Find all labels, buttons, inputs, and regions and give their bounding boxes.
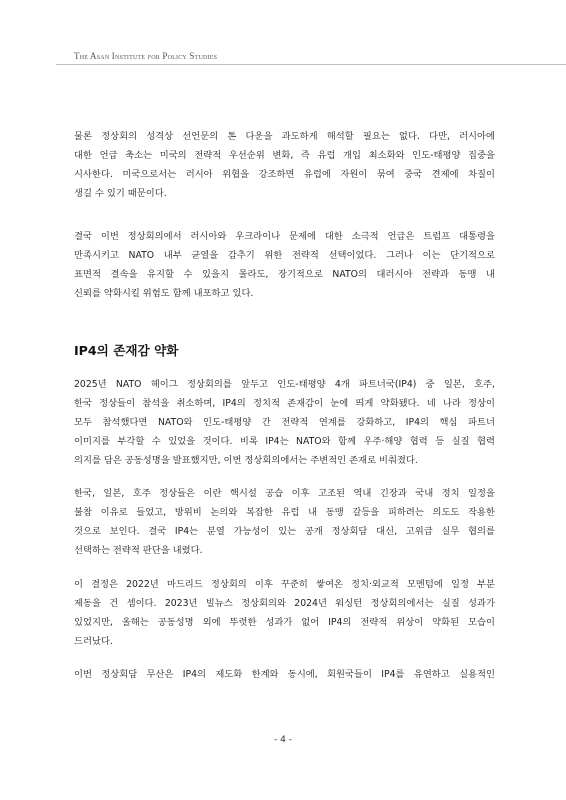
text-line: 결국 이번 정상회의에서 러시아와 우크라이나 문제에 대한 소극적 언급은 트럼프 대통령을: [74, 231, 495, 242]
text-line: 표면적 결속을 유지할 수 있을지 몰라도, 장기적으로 NATO의 대러시아 전략과 동맹 내: [74, 268, 495, 280]
text-line: 신뢰를 약화시킬 위험도 함께 내포하고 있다.: [74, 287, 254, 299]
text-line: 물론 정상회의 성격상 선언문의 톤 다운을 과도하게 해석할 필요는 없다. 다만, 러시아에: [74, 131, 495, 142]
text-line: 선택하는 전략적 판단을 내렸다.: [74, 544, 203, 556]
text-line: 드러났다.: [74, 635, 113, 647]
section-paragraph-2: [74, 485, 495, 561]
text-line: 대한 언급 축소는 미국의 전략적 우선순위 변화, 즉 유럽 개입 최소화와 인도-태평양 집중을: [74, 149, 495, 161]
text-line: 있었지만, 올해는 공동성명 외에 뚜렷한 성과가 없어 IP4의 전략적 위상이 약화된 모습이: [74, 616, 495, 628]
section-paragraph-3: [74, 576, 495, 652]
text-line: 의지를 담은 공동성명을 발표했지만, 이번 정상회의에서는 주변적인 존재로 비춰졌다.: [74, 454, 418, 466]
running-header: The Asan Institute for Policy Studies: [74, 51, 218, 61]
text-line: 이번 정상회담 무산은 IP4의 제도화 한계와 동시에, 회원국들이 IP4를 유연하고 실용적인: [74, 669, 495, 680]
text-line: 한국, 일본, 호주 정상들은 이란 핵시설 공습 이후 고조된 역내 긴장과 국내 정치 일정을: [74, 488, 495, 499]
section-paragraph-4: [74, 666, 495, 685]
section-paragraph-1: [74, 376, 495, 471]
text-line: 것으로 보인다. 결국 IP4는 분열 가능성이 있는 공개 정상회담 대신, 고위급 실무 협의를: [74, 525, 495, 537]
paragraph-1: [74, 128, 495, 204]
text-line: 시사한다. 미국으로서는 러시아 위협을 강조하면 유럽에 자원이 묶여 중국 견제에 차질이: [74, 168, 495, 180]
section-heading: IP4의 존재감 약화: [74, 343, 179, 358]
text-line: 이미지를 부각할 수 있었을 것이다. 비록 IP4는 NATO와 함께 우주·해양 협력 등 실질 협력: [74, 435, 495, 447]
header-divider: [56, 64, 566, 65]
text-line: 제동을 건 셈이다. 2023년 빌뉴스 정상회의와 2024년 워싱턴 정상회의에서는 실질 성과가: [74, 597, 495, 609]
text-line: 만족시키고 NATO 내부 균열을 감추기 위한 전략적 선택이었다. 그러나 이는 단기적으로: [74, 249, 495, 261]
text-line: 한국 정상들이 참석을 취소하며, IP4의 정치적 존재감이 눈에 띄게 약화됐다. 네 나라 정상이: [74, 397, 495, 409]
text-line: 불참 이유로 들었고, 방위비 논의와 복잡한 유럽 내 동맹 갈등을 피하려는 의도도 작용한: [74, 506, 495, 518]
text-line: 이 결정은 2022년 마드리드 정상회의 이후 꾸준히 쌓여온 정치·외교적 모멘텀에 일정 부분: [74, 579, 495, 590]
page-number: - 4 -: [274, 735, 292, 745]
text-line: 모두 참석했다면 NATO와 인도-태평양 간 전략적 연계를 강화하고, IP4의 핵심 파트너: [74, 416, 495, 428]
text-line: 생길 수 있기 때문이다.: [74, 187, 167, 199]
paragraph-2: [74, 228, 495, 304]
text-line: 2025년 NATO 헤이그 정상회의를 앞두고 인도-태평양 4개 파트너국(IP4) 중 일본, 호주,: [74, 379, 495, 390]
